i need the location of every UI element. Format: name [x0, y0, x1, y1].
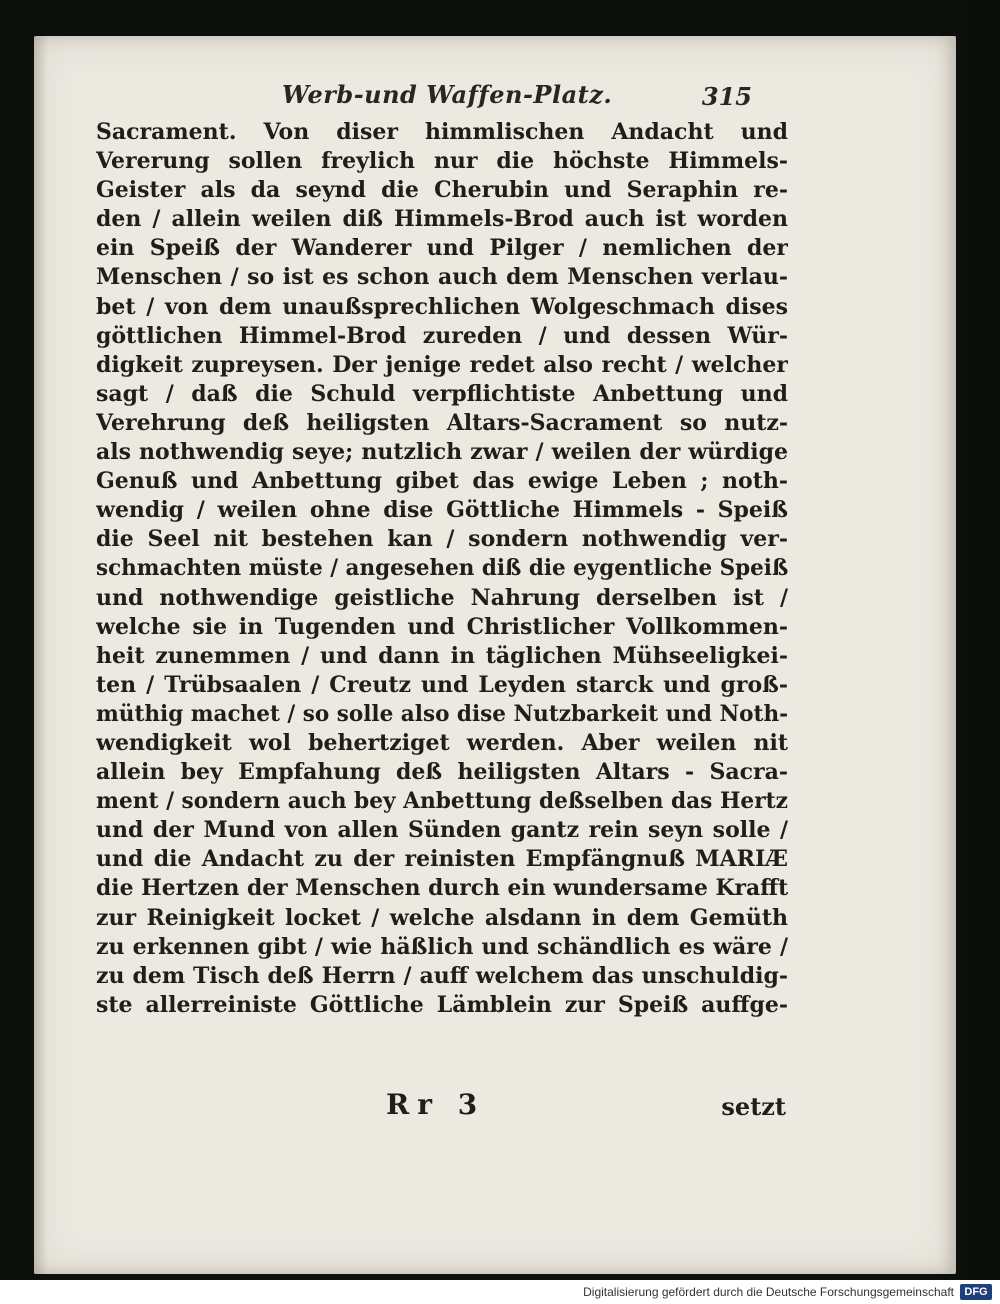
text-line: Genuß und Anbettung gibet das ewige Leben ; noth- — [96, 468, 788, 495]
text-line: Vererung sollen freylich nur die höchste Himmels- — [96, 148, 788, 175]
credit-bar — [0, 1280, 1000, 1304]
scan-edge — [968, 0, 1000, 1280]
catchword: setzt — [721, 1092, 786, 1121]
text-line: zu erkennen gibt / wie häßlich und schändlich es wäre / — [96, 933, 788, 960]
text-line: ste allerreiniste Göttliche Lämblein zur Speiß auffge- — [96, 991, 788, 1018]
text-line: allein bey Empfahung deß heiligsten Altars - Sacra- — [96, 759, 788, 786]
body-text — [96, 118, 788, 1020]
page-footer — [96, 1086, 788, 1126]
text-line: und die Andacht zu der reinisten Empfängnuß MARIÆ — [96, 846, 788, 873]
text-line: Geister als da seynd die Cherubin und Seraphin re- — [96, 177, 788, 204]
page-gutter-shadow — [34, 36, 48, 1274]
running-title: Werb-und Waffen-Platz. — [282, 80, 613, 109]
text-line: ein Speiß der Wanderer und Pilger / nemlichen der — [96, 235, 788, 262]
text-line: die Hertzen der Menschen durch ein wundersame Krafft — [96, 875, 788, 902]
text-line: göttlichen Himmel-Brod zureden / und dessen Wür- — [96, 322, 788, 349]
text-line: schmachten müste / angesehen diß die eygentliche Speiß — [96, 555, 788, 582]
credit-text: Digitalisierung gefördert durch die Deutsche Forschungsgemeinschaft — [583, 1285, 954, 1299]
dfg-logo: DFG — [960, 1284, 992, 1300]
text-line: welche sie in Tugenden und Christlicher Vollkommen- — [96, 613, 788, 640]
text-line: müthig machet / so solle also dise Nutzbarkeit und Noth- — [96, 700, 788, 727]
text-line: heit zunemmen / und dann in täglichen Mühseeligkei- — [96, 642, 788, 669]
text-line: Sacrament. Von diser himmlischen Andacht und — [96, 119, 788, 145]
text-line: als nothwendig seye; nutzlich zwar / weilen der würdige — [96, 439, 788, 466]
page-number: 315 — [701, 82, 752, 111]
text-line: ten / Trübsaalen / Creutz und Leyden starck und groß- — [96, 671, 788, 698]
text-line: bet / von dem unaußsprechlichen Wolgeschmach dises — [96, 293, 788, 320]
running-head — [282, 78, 752, 114]
text-line: zur Reinigkeit locket / welche alsdann in dem Gemüth — [96, 904, 788, 931]
text-line: Menschen / so ist es schon auch dem Menschen verlau- — [96, 264, 788, 291]
text-line: sagt / daß die Schuld verpflichtiste Anbettung und — [96, 380, 788, 407]
text-line: zu dem Tisch deß Herrn / auff welchem das unschuldig- — [96, 962, 788, 989]
text-line: und nothwendige geistliche Nahrung derselben ist / — [96, 584, 788, 611]
signature-mark: Rr 3 — [386, 1088, 486, 1121]
text-line: wendigkeit wol behertziget werden. Aber weilen nit — [96, 729, 788, 756]
text-line: den / allein weilen diß Himmels-Brod auch ist worden — [96, 206, 788, 233]
text-line: wendig / weilen ohne dise Göttliche Himmels - Speiß — [96, 497, 788, 524]
text-line: und der Mund von allen Sünden gantz rein seyn solle / — [96, 817, 788, 844]
text-line: die Seel nit bestehen kan / sondern nothwendig ver- — [96, 526, 788, 553]
text-line: Verehrung deß heiligsten Altars-Sacrament so nutz- — [96, 409, 788, 436]
text-line: digkeit zupreysen. Der jenige redet also recht / welcher — [96, 351, 788, 378]
text-line: ment / sondern auch bey Anbettung deßselben das Hertz — [96, 788, 788, 815]
